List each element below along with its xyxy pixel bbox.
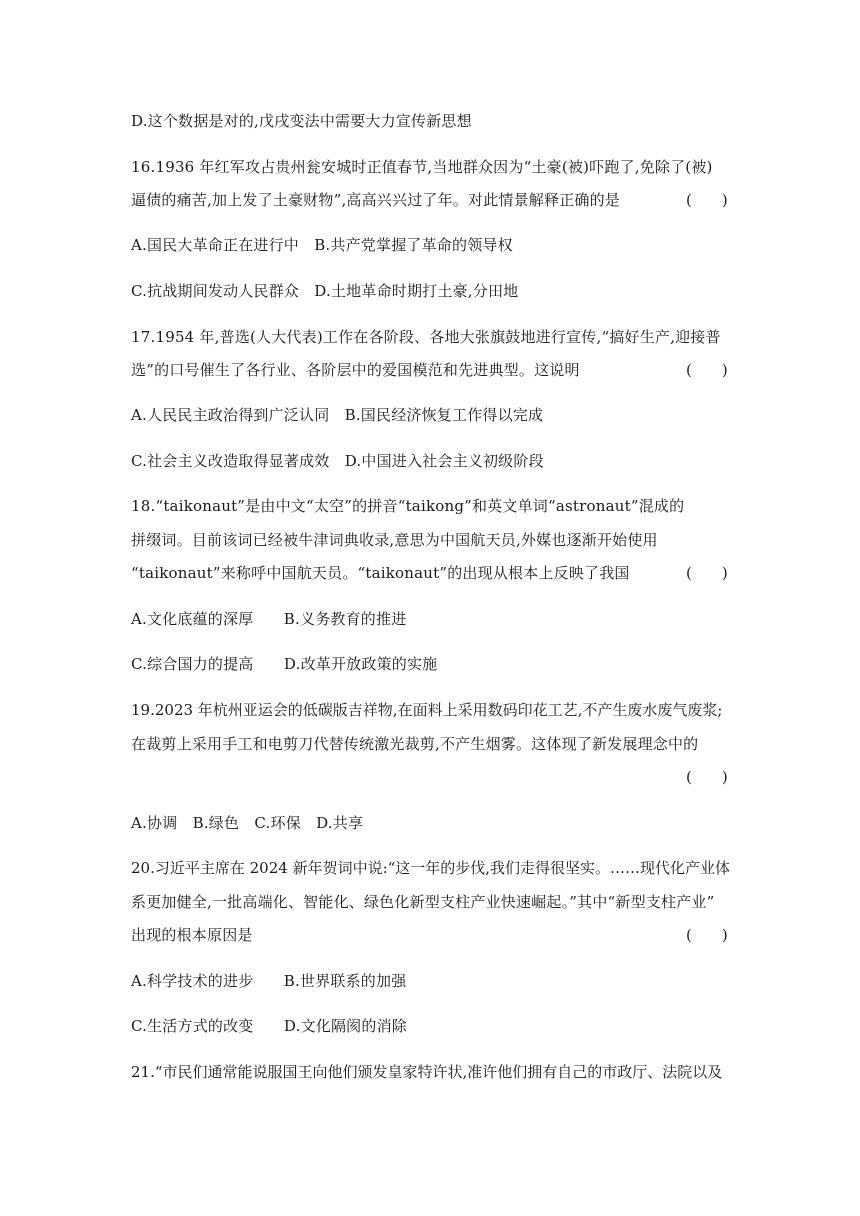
q17-stem-line-1: 17.1954 年,普选(人大代表)工作在各阶段、各地大张旗鼓地进行宣传,“搞好生产,迎接普: [131, 328, 721, 346]
q17-stem-line-2: 选”的口号催生了各行业、各阶层中的爱国模范和先进典型。这说明: [131, 361, 580, 379]
q19-options: A.协调 B.绿色 C.环保 D.共享: [131, 814, 364, 832]
q17-options-cd: C.社会主义改造取得显著成效 D.中国进入社会主义初级阶段: [131, 452, 544, 470]
q20-options-ab: A.科学技术的进步 B.世界联系的加强: [131, 972, 407, 990]
q20-stem-line-2: 系更加健全,一批高端化、智能化、绿色化新型支柱产业快速崛起。”其中“新型支柱产业”: [131, 893, 715, 911]
q18-stem-line-2: 拼缀词。目前该词已经被牛津词典收录,意思为中国航天员,外媒也逐渐开始使用: [131, 531, 658, 549]
q19-answer-paren: ( ): [686, 768, 728, 786]
q20-stem-line-3: 出现的根本原因是: [131, 926, 253, 944]
q20-options-cd: C.生活方式的改变 D.文化隔阂的消除: [131, 1017, 407, 1035]
q18-stem-line-1: 18.“taikonaut”是由中文“太空”的拼音“taikong”和英文单词“astronaut”混成的: [131, 497, 685, 515]
q16-options-ab: A.国民大革命正在进行中 B.共产党掌握了革命的领导权: [131, 236, 513, 254]
q16-answer-paren: ( ): [686, 191, 728, 209]
q18-stem-line-3: “taikonaut”来称呼中国航天员。“taikonaut”的出现从根本上反映了我国: [131, 564, 630, 582]
q18-options-cd: C.综合国力的提高 D.改革开放政策的实施: [131, 655, 438, 673]
q15-option-d: D.这个数据是对的,戊戌变法中需要大力宣传新思想: [131, 112, 472, 130]
q18-answer-paren: ( ): [686, 564, 728, 582]
q19-stem-line-2: 在裁剪上采用手工和电剪刀代替传统激光裁剪,不产生烟雾。这体现了新发展理念中的: [131, 735, 699, 753]
q20-stem-line-1: 20.习近平主席在 2024 新年贺词中说:“这一年的步伐,我们走得很坚实。……现代化产业体: [131, 859, 731, 877]
q20-answer-paren: ( ): [686, 926, 728, 944]
q16-options-cd: C.抗战期间发动人民群众 D.土地革命时期打土豪,分田地: [131, 282, 519, 300]
q18-options-ab: A.文化底蕴的深厚 B.义务教育的推进: [131, 610, 407, 628]
q19-stem-line-1: 19.2023 年杭州亚运会的低碳版吉祥物,在面料上采用数码印花工艺,不产生废水废气废浆;: [131, 701, 723, 719]
q16-stem-line-1: 16.1936 年红军攻占贵州瓮安城时正值春节,当地群众因为“土豪(被)吓跑了,免除了(被): [131, 158, 713, 176]
q16-stem-line-2: 逼债的痛苦,加上发了土豪财物”,高高兴兴过了年。对此情景解释正确的是: [131, 191, 621, 209]
q21-stem-line-1: 21.“市民们通常能说服国王向他们颁发皇家特许状,准许他们拥有自己的市政厅、法院以及: [131, 1063, 723, 1081]
q17-options-ab: A.人民民主政治得到广泛认同 B.国民经济恢复工作得以完成: [131, 406, 544, 424]
q17-answer-paren: ( ): [686, 361, 728, 379]
